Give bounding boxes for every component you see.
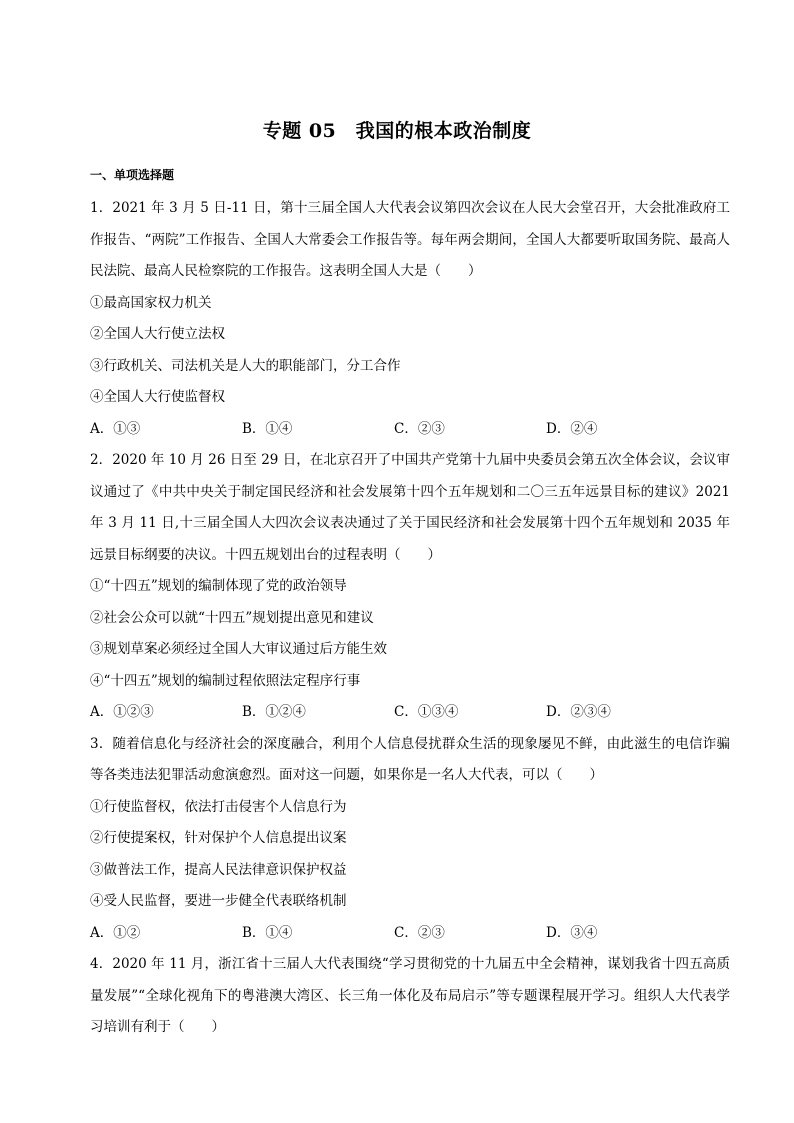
option-b: B．①④ (242, 420, 293, 437)
option-d: D．②④ (546, 420, 598, 437)
section-heading: 一、单项选择题 (90, 168, 175, 182)
question-1 (90, 193, 730, 445)
answer-options (90, 697, 730, 729)
option-c: C．②③ (394, 420, 445, 437)
option-c: C．②③ (394, 924, 445, 941)
statement: ②行使提案权，针对保护个人信息提出议案 (90, 830, 347, 846)
question-2 (90, 445, 730, 729)
question-4 (90, 949, 730, 1044)
document-title: 专题 05 我国的根本政治制度 (262, 120, 532, 142)
answer-options (90, 918, 730, 950)
answer-options (90, 414, 730, 446)
statement: ④“十四五”规划的编制过程依照法定程序行事 (90, 672, 361, 689)
option-d: D．②③④ (546, 704, 611, 720)
statement: ④受人民监督，要进一步健全代表联络机制 (90, 893, 347, 909)
statement: ③做普法工作，提高人民法律意识保护权益 (90, 861, 347, 878)
option-a: A．①② (90, 924, 141, 941)
question-stem: 4．2020 年 11 月，浙江省十三届人大代表围绕“学习贯彻党的十九届五中全会精神，谋划我省十四五高质量发展”“全球化视角下的粤港澳大湾区、长三角一体化及布局启示”等专题课程展开学习。组织人大代表学习培训有利于（ ） (90, 956, 730, 1035)
option-c: C．①③④ (394, 704, 459, 720)
question-3 (90, 729, 730, 950)
statement: ①最高国家权力机关 (90, 294, 212, 311)
statement: ④全国人大行使监督权 (90, 389, 225, 405)
question-list (90, 193, 730, 1044)
statement: ③行政机关、司法机关是人大的职能部门，分工合作 (90, 357, 401, 374)
option-b: B．①④ (242, 924, 293, 941)
option-d: D．③④ (546, 924, 598, 941)
statement: ②全国人大行使立法权 (90, 326, 225, 342)
statement: ①“十四五”规划的编制体现了党的政治领导 (90, 578, 347, 594)
option-a: A．①②③ (90, 704, 154, 720)
question-stem: 3．随着信息化与经济社会的深度融合，利用个人信息侵扰群众生活的现象屡见不鲜，由此滋生的电信诈骗等各类违法犯罪活动愈演愈烈。面对这一问题，如果你是一名人大代表，可以（ ） (90, 735, 730, 783)
statement: ①行使监督权，依法打击侵害个人信息行为 (90, 798, 347, 815)
question-stem: 2．2020 年 10 月 26 日至 29 日，在北京召开了中国共产党第十九届中央委员会第五次全体会议，会议审议通过了《中共中央关于制定国民经济和社会发展第十四个五年规划和二〇三五年远景目标的建议》2021 年 3 月 11 日,十三届全国人大四次会议表决通过了关于国民经济和社会发展第十四个五年规划和 2035 年远景目标纲要的决议。十四五规划出台的过程表明（ ） (90, 452, 730, 563)
option-a: A．①③ (90, 420, 141, 437)
question-stem: 1．2021 年 3 月 5 日-11 日，第十三届全国人大代表会议第四次会议在人民大会堂召开，大会批准政府工作报告、“两院”工作报告、全国人大常委会工作报告等。每年两会期间，全国人大都要听取国务院、最高人民法院、最高人民检察院的工作报告。这表明全国人大是（ ） (90, 200, 730, 279)
option-b: B．①②④ (242, 704, 306, 720)
statement: ②社会公众可以就“十四五”规划提出意见和建议 (90, 609, 374, 626)
statement: ③规划草案必须经过全国人大审议通过后方能生效 (90, 641, 387, 657)
